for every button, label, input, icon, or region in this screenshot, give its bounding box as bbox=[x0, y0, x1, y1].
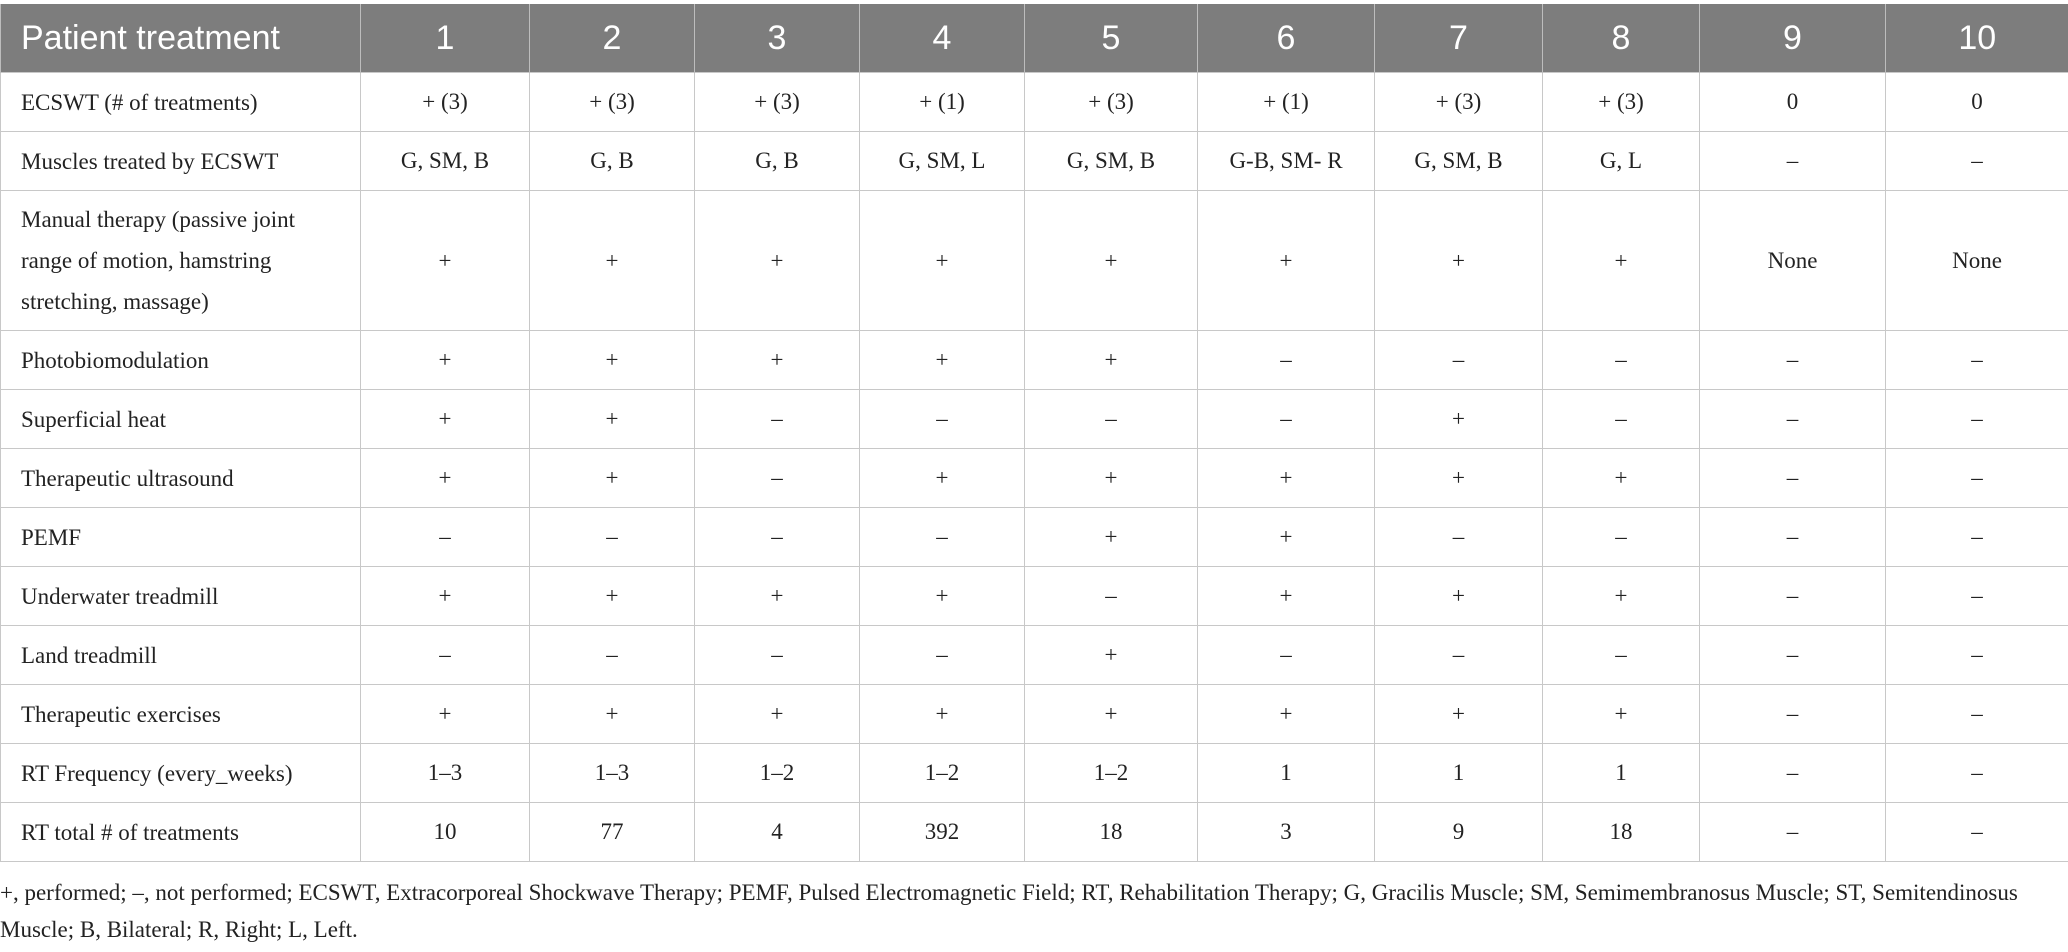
table-cell: – bbox=[1375, 508, 1543, 567]
table-cell: None bbox=[1700, 191, 1886, 331]
table-cell: – bbox=[1025, 390, 1198, 449]
table-cell: – bbox=[1543, 508, 1700, 567]
table-cell: + bbox=[1198, 508, 1375, 567]
table-cell: – bbox=[1700, 508, 1886, 567]
row-label: ECSWT (# of treatments) bbox=[1, 73, 361, 132]
table-cell: 77 bbox=[530, 803, 695, 862]
table-cell: + bbox=[1025, 191, 1198, 331]
table-cell: – bbox=[1700, 626, 1886, 685]
table-cell: + bbox=[1198, 567, 1375, 626]
header-patient-8: 8 bbox=[1543, 4, 1700, 73]
table-cell: + bbox=[1198, 449, 1375, 508]
table-row bbox=[1, 449, 2068, 508]
table-cell: + bbox=[530, 331, 695, 390]
table-cell: + bbox=[361, 390, 530, 449]
table-header-row bbox=[1, 4, 2068, 73]
table-cell: + bbox=[361, 449, 530, 508]
table-row bbox=[1, 331, 2068, 390]
table-cell: + bbox=[1025, 685, 1198, 744]
table-cell: + bbox=[530, 191, 695, 331]
table-cell: – bbox=[530, 508, 695, 567]
table-cell: – bbox=[1198, 390, 1375, 449]
table-cell: 0 bbox=[1886, 73, 2068, 132]
table-cell: + (1) bbox=[1198, 73, 1375, 132]
table-cell: + (3) bbox=[1543, 73, 1700, 132]
table-cell: 1–3 bbox=[361, 744, 530, 803]
header-patient-7: 7 bbox=[1375, 4, 1543, 73]
table-cell: G, L bbox=[1543, 132, 1700, 191]
table-cell: + bbox=[1543, 567, 1700, 626]
table-cell: – bbox=[1700, 390, 1886, 449]
table-cell: – bbox=[361, 626, 530, 685]
row-label: Muscles treated by ECSWT bbox=[1, 132, 361, 191]
header-label-column: Patient treatment bbox=[1, 4, 361, 73]
table-cell: 1–2 bbox=[1025, 744, 1198, 803]
row-label: Photobiomodulation bbox=[1, 331, 361, 390]
table-cell: – bbox=[1886, 390, 2068, 449]
table-cell: 1–3 bbox=[530, 744, 695, 803]
table-cell: + bbox=[695, 567, 860, 626]
table-row bbox=[1, 73, 2068, 132]
table-cell: – bbox=[1886, 803, 2068, 862]
table-row bbox=[1, 803, 2068, 862]
header-patient-9: 9 bbox=[1700, 4, 1886, 73]
table-cell: + bbox=[1025, 626, 1198, 685]
table-cell: – bbox=[1375, 331, 1543, 390]
header-patient-1: 1 bbox=[361, 4, 530, 73]
table-cell: 18 bbox=[1025, 803, 1198, 862]
table-row bbox=[1, 567, 2068, 626]
table-cell: – bbox=[860, 626, 1025, 685]
table-cell: 1 bbox=[1198, 744, 1375, 803]
table-cell: – bbox=[695, 508, 860, 567]
table-cell: G, B bbox=[695, 132, 860, 191]
table-cell: – bbox=[361, 508, 530, 567]
header-patient-5: 5 bbox=[1025, 4, 1198, 73]
row-label: RT total # of treatments bbox=[1, 803, 361, 862]
table-cell: 1–2 bbox=[860, 744, 1025, 803]
row-label: Therapeutic ultrasound bbox=[1, 449, 361, 508]
table-cell: – bbox=[1700, 567, 1886, 626]
table-cell: + bbox=[860, 449, 1025, 508]
table-cell: + bbox=[1543, 685, 1700, 744]
table-cell: + bbox=[1375, 685, 1543, 744]
table-row bbox=[1, 744, 2068, 803]
table-cell: + bbox=[530, 449, 695, 508]
table-cell: + bbox=[695, 685, 860, 744]
table-footnote: +, performed; –, not performed; ECSWT, Extracorporeal Shockwave Therapy; PEMF, Pulsed Electromagnetic Field; RT, Rehabilitation Therapy; G, Gracilis Muscle; SM, Semimembranosus Muscle; ST, Semitendinosus Muscle; B, Bilateral; R, Right; L, Left. bbox=[0, 880, 2018, 942]
table-cell: + (1) bbox=[860, 73, 1025, 132]
table-row bbox=[1, 132, 2068, 191]
row-label: Therapeutic exercises bbox=[1, 685, 361, 744]
table-cell: G-B, SM- R bbox=[1198, 132, 1375, 191]
table-cell: + bbox=[530, 390, 695, 449]
table-cell: + bbox=[860, 191, 1025, 331]
table-cell: + bbox=[1375, 449, 1543, 508]
table-cell: + (3) bbox=[530, 73, 695, 132]
table-cell: + bbox=[361, 191, 530, 331]
table-cell: + bbox=[860, 685, 1025, 744]
table-cell: – bbox=[1700, 132, 1886, 191]
table-cell: + (3) bbox=[1375, 73, 1543, 132]
table-cell: + bbox=[1198, 191, 1375, 331]
row-label: Land treadmill bbox=[1, 626, 361, 685]
table-cell: + (3) bbox=[1025, 73, 1198, 132]
table-cell: + (3) bbox=[695, 73, 860, 132]
table-cell: – bbox=[1198, 331, 1375, 390]
table-cell: 9 bbox=[1375, 803, 1543, 862]
table-cell: 18 bbox=[1543, 803, 1700, 862]
table-cell: – bbox=[1886, 626, 2068, 685]
table-body bbox=[1, 73, 2068, 862]
table-cell: + bbox=[1025, 449, 1198, 508]
table-cell: + bbox=[361, 567, 530, 626]
table-cell: – bbox=[1700, 685, 1886, 744]
table-cell: – bbox=[1543, 390, 1700, 449]
table-cell: – bbox=[1886, 567, 2068, 626]
table-cell: + bbox=[530, 685, 695, 744]
table-cell: + bbox=[1375, 390, 1543, 449]
table-cell: – bbox=[1886, 132, 2068, 191]
table-cell: – bbox=[1886, 449, 2068, 508]
table-cell: G, SM, L bbox=[860, 132, 1025, 191]
table-cell: – bbox=[1886, 685, 2068, 744]
table-cell: 3 bbox=[1198, 803, 1375, 862]
table-cell: – bbox=[1025, 567, 1198, 626]
table-cell: + bbox=[361, 685, 530, 744]
table-cell: – bbox=[1543, 331, 1700, 390]
table-cell: G, SM, B bbox=[361, 132, 530, 191]
table-cell: G, SM, B bbox=[1025, 132, 1198, 191]
row-label: Superficial heat bbox=[1, 390, 361, 449]
table-row bbox=[1, 626, 2068, 685]
table-cell: + bbox=[695, 191, 860, 331]
table-cell: + bbox=[530, 567, 695, 626]
table-cell: – bbox=[1700, 803, 1886, 862]
table-cell: – bbox=[1700, 331, 1886, 390]
table-cell: + bbox=[695, 331, 860, 390]
table-cell: – bbox=[1700, 449, 1886, 508]
table-cell: – bbox=[1198, 626, 1375, 685]
header-patient-6: 6 bbox=[1198, 4, 1375, 73]
table-cell: + bbox=[1375, 567, 1543, 626]
row-label: Manual therapy (passive joint range of motion, hamstring stretching, massage) bbox=[1, 191, 361, 331]
table-cell: + bbox=[1025, 331, 1198, 390]
table-cell: G, B bbox=[530, 132, 695, 191]
table-cell: 1–2 bbox=[695, 744, 860, 803]
treatment-table bbox=[0, 4, 2068, 862]
table-cell: – bbox=[1886, 331, 2068, 390]
header-patient-3: 3 bbox=[695, 4, 860, 73]
row-label: Underwater treadmill bbox=[1, 567, 361, 626]
table-cell: 4 bbox=[695, 803, 860, 862]
table-cell: + bbox=[361, 331, 530, 390]
header-patient-2: 2 bbox=[530, 4, 695, 73]
table-row bbox=[1, 390, 2068, 449]
header-patient-4: 4 bbox=[860, 4, 1025, 73]
table-cell: 1 bbox=[1543, 744, 1700, 803]
table-cell: + bbox=[1198, 685, 1375, 744]
table-cell: + bbox=[860, 567, 1025, 626]
table-cell: 10 bbox=[361, 803, 530, 862]
header-patient-10: 10 bbox=[1886, 4, 2068, 73]
table-cell: 392 bbox=[860, 803, 1025, 862]
table-cell: – bbox=[530, 626, 695, 685]
table-cell: + bbox=[1543, 191, 1700, 331]
table-cell: – bbox=[695, 449, 860, 508]
table-cell: 1 bbox=[1375, 744, 1543, 803]
table-cell: G, SM, B bbox=[1375, 132, 1543, 191]
table-cell: – bbox=[1886, 744, 2068, 803]
table-cell: 0 bbox=[1700, 73, 1886, 132]
row-label: RT Frequency (every_weeks) bbox=[1, 744, 361, 803]
table-row bbox=[1, 508, 2068, 567]
table-row bbox=[1, 685, 2068, 744]
table-cell: + bbox=[1543, 449, 1700, 508]
table-cell: + bbox=[1025, 508, 1198, 567]
table-row bbox=[1, 191, 2068, 331]
table-cell: – bbox=[1700, 744, 1886, 803]
table-cell: + bbox=[860, 331, 1025, 390]
table-cell: – bbox=[860, 508, 1025, 567]
table-cell: + bbox=[1375, 191, 1543, 331]
table-cell: – bbox=[1375, 626, 1543, 685]
table-cell: – bbox=[1886, 508, 2068, 567]
table-cell: – bbox=[1543, 626, 1700, 685]
table-cell: – bbox=[695, 626, 860, 685]
row-label: PEMF bbox=[1, 508, 361, 567]
table-cell: – bbox=[695, 390, 860, 449]
table-cell: + (3) bbox=[361, 73, 530, 132]
table-cell: – bbox=[860, 390, 1025, 449]
table-cell: None bbox=[1886, 191, 2068, 331]
